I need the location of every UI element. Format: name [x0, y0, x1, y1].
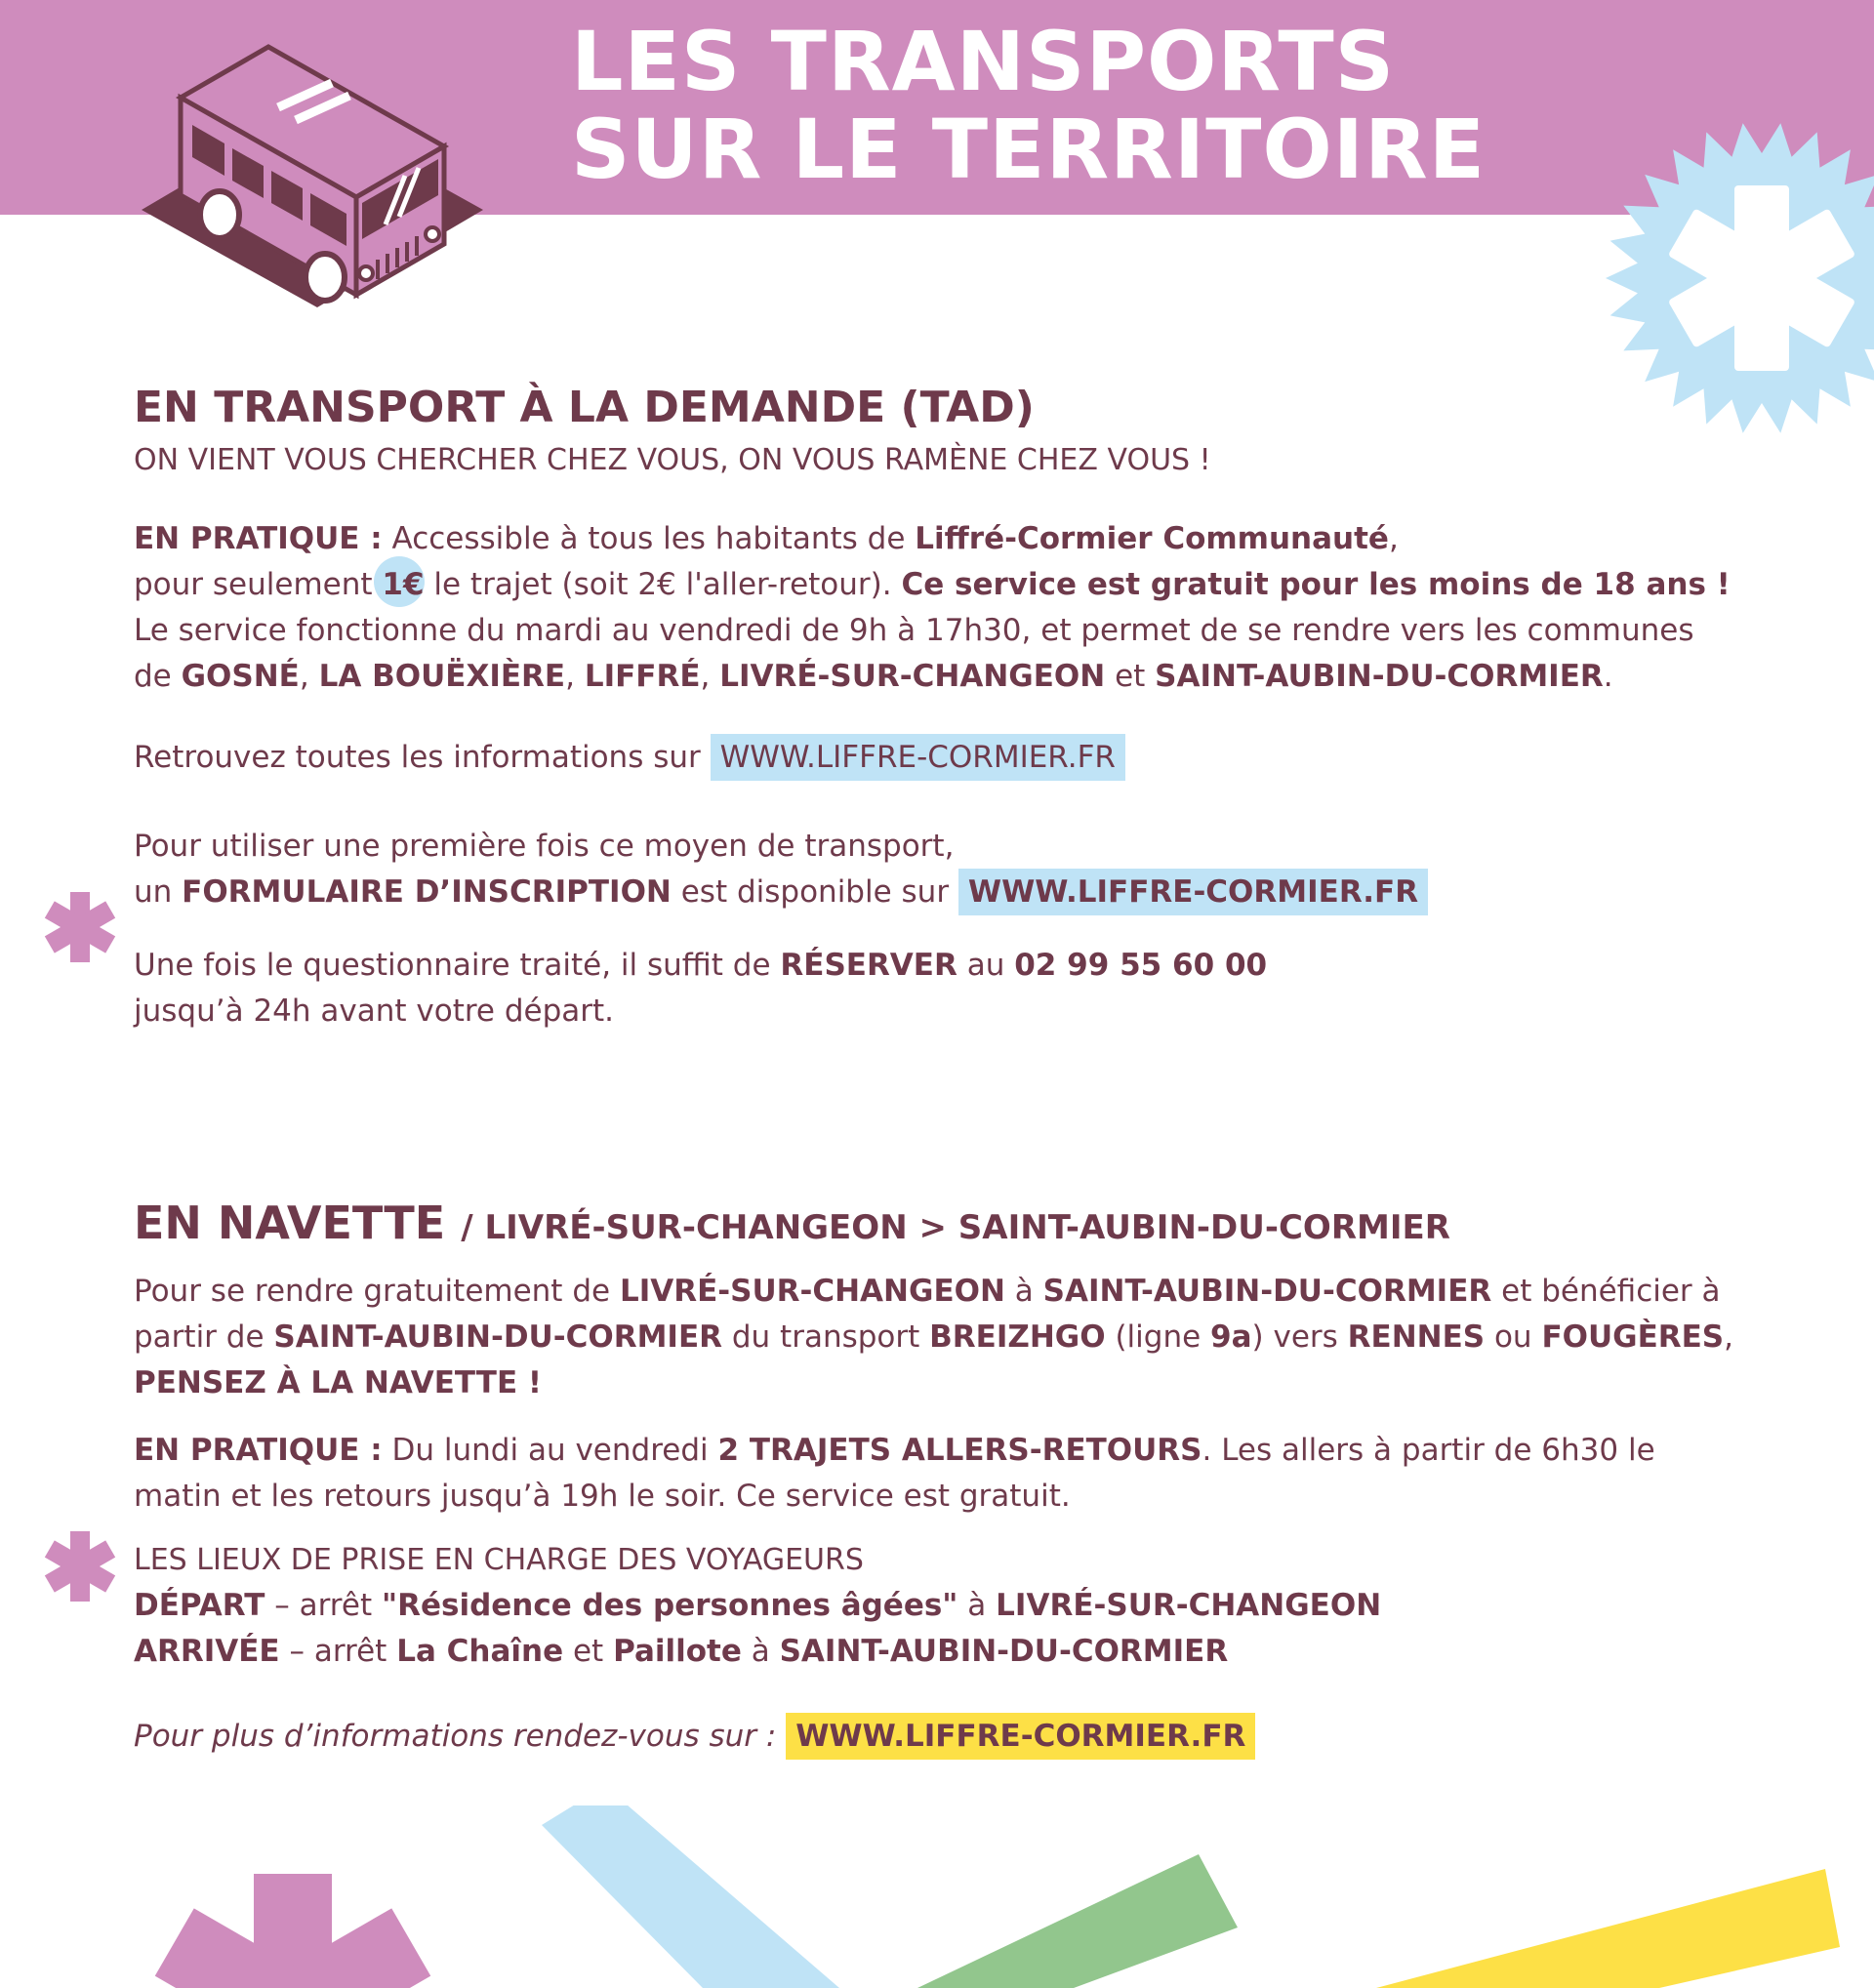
city-rennes: RENNES [1347, 1319, 1486, 1355]
price-badge: 1€ [382, 562, 424, 608]
navette-practical-paragraph [134, 1428, 1734, 1520]
page-title [571, 14, 1487, 197]
text: à [1004, 1274, 1043, 1309]
tad-booking-paragraph [134, 943, 1734, 1035]
navette-to: SAINT-AUBIN-DU-CORMIER [1042, 1274, 1492, 1309]
departure-label: DÉPART [134, 1588, 265, 1623]
page-title-line1: LES TRANSPORTS [571, 14, 1396, 109]
navette-to: SAINT-AUBIN-DU-CORMIER [273, 1319, 723, 1355]
arrival-label: ARRIVÉE [134, 1634, 280, 1669]
navette-title [134, 1196, 1734, 1255]
text: et [563, 1634, 614, 1669]
navette-cta: PENSEZ À LA NAVETTE ! [134, 1365, 543, 1400]
commune-gosne: GOSNÉ [181, 659, 300, 694]
navette-more-info [134, 1714, 1734, 1760]
text: Accessible à tous les habitants de [382, 521, 916, 556]
bottom-decoration [0, 1805, 1874, 1988]
text: , [1388, 521, 1399, 556]
tad-section [134, 381, 1734, 1035]
tad-title: EN TRANSPORT À LA DEMANDE (TAD) [134, 383, 1035, 432]
text: à [957, 1588, 997, 1623]
text: un [134, 874, 183, 910]
text: le trajet (soit 2€ l'aller-retour). [424, 567, 902, 602]
text: à [741, 1634, 780, 1669]
bus-line: 9a [1210, 1319, 1252, 1355]
tad-practical-paragraph: EN PRATIQUE : Accessible à tous les habitants de Liffré-Cormier Communauté, pour seulement 1€ le trajet (soit 2€ l'aller-retour). Ce service est gratuit pour les moins de 18 ans ! Le service fonctionne du mardi au vendredi de 9h à 17h30, et permet de se rendre vers les communes de GOSNÉ, LA BOUËXIÈRE, LIFFRÉ, LIVRÉ-SUR-CHANGEON et SAINT-AUBIN-DU-CORMIER. [134, 521, 1731, 694]
arrival-stop: La Chaîne [396, 1634, 564, 1669]
navette-title-main: EN NAVETTE [134, 1197, 446, 1249]
free-under-18: Ce service est gratuit pour les moins de 18 ans ! [901, 567, 1731, 602]
arrival-city: SAINT-AUBIN-DU-CORMIER [779, 1634, 1229, 1669]
text: , [1724, 1319, 1733, 1355]
tad-registration-paragraph [134, 824, 1734, 915]
arrival-stop: Paillote [613, 1634, 742, 1669]
commune-la-bouexiere: LA BOUËXIÈRE [318, 659, 566, 694]
text: pour seulement [134, 567, 383, 602]
navette-from: LIVRÉ-SUR-CHANGEON [619, 1274, 1005, 1309]
registration-form: FORMULAIRE D’INSCRIPTION [182, 874, 672, 910]
org-name: Liffré-Cormier Communauté [915, 521, 1389, 556]
text: – arrêt [279, 1634, 397, 1669]
text: . [1603, 659, 1613, 694]
commune-liffre: LIFFRÉ [584, 659, 701, 694]
text: est disponible sur [671, 874, 958, 910]
phone-number[interactable]: 02 99 55 60 00 [1014, 948, 1268, 983]
text: et [1105, 659, 1156, 694]
text: au [957, 948, 1015, 983]
asterisk-icon [41, 1527, 119, 1605]
booking-line2: jusqu’à 24h avant votre départ. [134, 994, 615, 1029]
commune-saint-aubin: SAINT-AUBIN-DU-CORMIER [1155, 659, 1604, 694]
stops-heading: LES LIEUX DE PRISE EN CHARGE DES VOYAGEURS [134, 1543, 864, 1577]
departure-stop: "Résidence des personnes âgées" [381, 1588, 958, 1623]
navette-intro-paragraph [134, 1269, 1734, 1406]
breizhgo-brand: BREIZHGO [929, 1319, 1106, 1355]
departure-city: LIVRÉ-SUR-CHANGEON [996, 1588, 1382, 1623]
navette-practical-label: EN PRATIQUE : [134, 1433, 383, 1468]
reserve-label: RÉSERVER [780, 948, 957, 983]
text: – arrêt [265, 1588, 382, 1623]
text: Pour plus d’informations rendez-vous sur : [134, 1719, 787, 1754]
tad-practical-label: EN PRATIQUE : [134, 521, 383, 556]
text: du transport [722, 1319, 930, 1355]
navette-stops-paragraph [134, 1537, 1734, 1675]
text: . Les allers à partir de 6h30 le matin et les retours jusqu’à 19h le soir. Ce service est gratuit. [134, 1433, 1655, 1514]
text: ) vers [1251, 1319, 1348, 1355]
asterisk-icon [41, 888, 119, 966]
website-link[interactable]: WWW.LIFFRE-CORMIER.FR [958, 869, 1428, 915]
navette-section [134, 1196, 1734, 1760]
tad-info-paragraph [134, 735, 1734, 781]
text: et bénéficier à partir de [134, 1274, 1721, 1355]
text: Retrouvez toutes les informations sur [134, 740, 711, 775]
text: Du lundi au vendredi [382, 1433, 718, 1468]
website-link[interactable]: WWW.LIFFRE-CORMIER.FR [711, 734, 1125, 781]
page-title-line2: SUR LE TERRITOIRE [571, 101, 1487, 197]
tad-subtitle: ON VIENT VOUS CHERCHER CHEZ VOUS, ON VOUS RAMÈNE CHEZ VOUS ! [134, 443, 1211, 477]
commune-livre: LIVRÉ-SUR-CHANGEON [719, 659, 1106, 694]
website-link[interactable]: WWW.LIFFRE-CORMIER.FR [786, 1713, 1255, 1760]
text: ou [1485, 1319, 1542, 1355]
city-fougeres: FOUGÈRES [1541, 1319, 1725, 1355]
text: Le service fonctionne du mardi au vendredi de 9h à 17h30, et permet de se rendre vers les communes de [134, 613, 1694, 694]
bus-icon [132, 39, 483, 351]
registration-line1: Pour utiliser une première fois ce moyen de transport, [134, 829, 955, 864]
navette-route: / LIVRÉ-SUR-CHANGEON > SAINT-AUBIN-DU-CORMIER [461, 1208, 1450, 1247]
navette-trips: 2 TRAJETS ALLERS-RETOURS [717, 1433, 1202, 1468]
text: Pour se rendre gratuitement de [134, 1274, 620, 1309]
text: (ligne [1105, 1319, 1211, 1355]
text: Une fois le questionnaire traité, il suffit de [134, 948, 781, 983]
